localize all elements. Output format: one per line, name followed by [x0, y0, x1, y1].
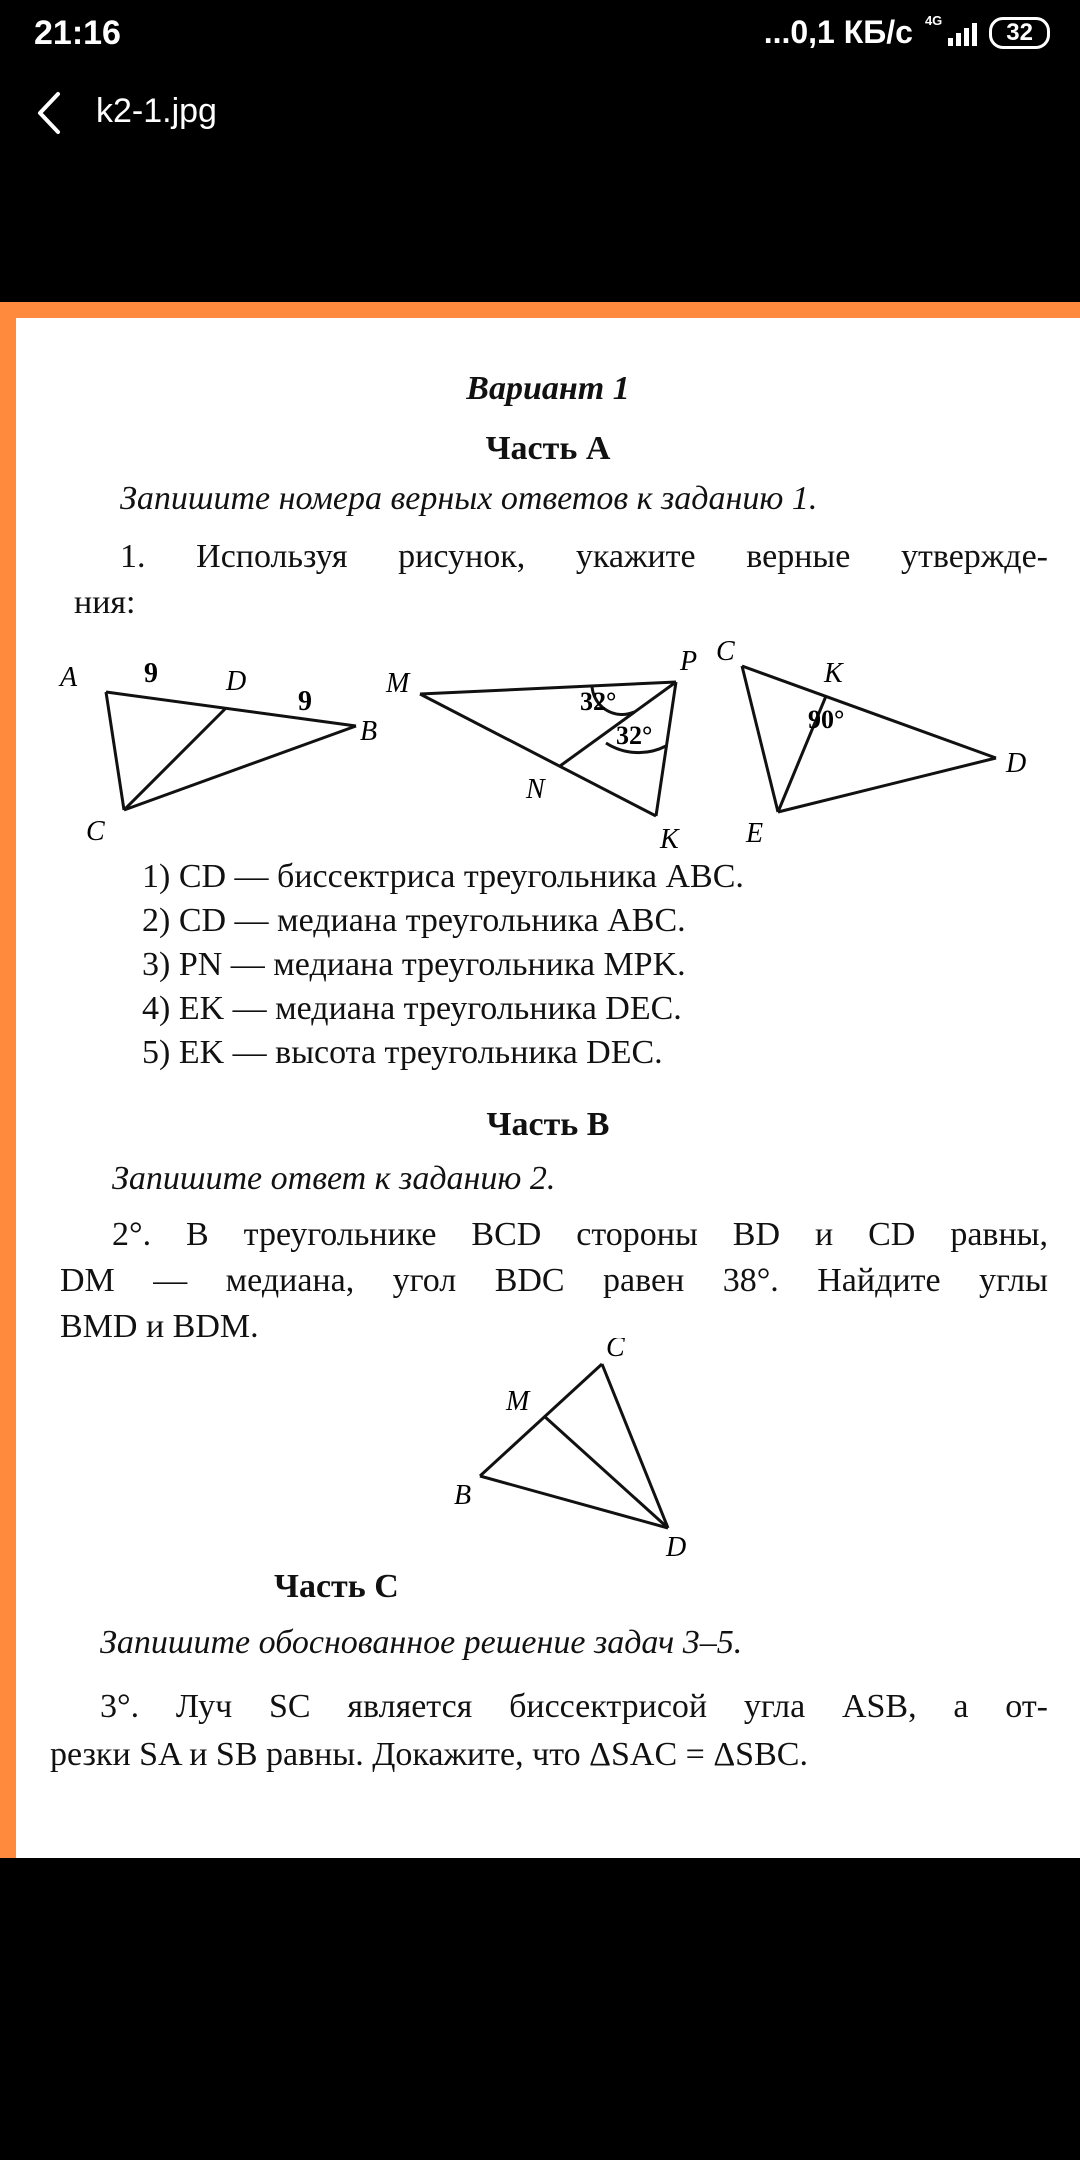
label-b3: B: [454, 1480, 472, 1511]
task1-line2: ния:: [74, 584, 136, 621]
label-c: C: [86, 816, 105, 847]
bottom-area: [0, 1858, 1080, 2160]
part-b-title: Часть В: [486, 1106, 610, 1143]
app-bar: [0, 70, 1080, 160]
label-angle2: 32°: [616, 721, 653, 750]
label-m3: M: [506, 1386, 530, 1417]
task3-line1: 3°. Луч SC является биссектрисой угла ASB, а от-: [100, 1688, 1048, 1725]
battery-level: 32: [1006, 18, 1033, 46]
file-title: k2-1.jpg: [96, 92, 217, 130]
back-button[interactable]: [28, 88, 78, 138]
label-e: E: [746, 818, 764, 849]
label-d3: D: [666, 1532, 687, 1558]
document-page: [16, 318, 1080, 1858]
part-c-instruction: Запишите обоснованное решение задач 3–5.: [100, 1624, 743, 1661]
label-k2: K: [824, 658, 843, 689]
status-right: [764, 14, 1050, 51]
option-1: 1) CD — биссектриса треугольника ABC.: [142, 858, 744, 895]
variant-title: Вариант 1: [466, 370, 630, 407]
label-k: K: [660, 824, 679, 855]
part-b-instruction: Запишите ответ к заданию 2.: [112, 1160, 556, 1197]
label-b: B: [360, 716, 378, 747]
option-2: 2) CD — медиана треугольника ABC.: [142, 902, 686, 939]
label-d: D: [226, 666, 247, 697]
label-len-db: 9: [298, 686, 312, 717]
task2-line2: DM — медиана, угол BDC равен 38°. Найдите углы: [60, 1262, 1048, 1299]
label-p: P: [680, 646, 698, 677]
task2-figure: [416, 1338, 736, 1558]
status-time: 21:16: [34, 14, 121, 52]
part-a-title: Часть А: [485, 430, 611, 467]
label-c2: C: [716, 636, 735, 667]
network-type: 4G: [924, 13, 943, 28]
option-5: 5) EK — высота треугольника DEC.: [142, 1034, 663, 1071]
image-viewer[interactable]: [0, 302, 1080, 1858]
label-c3: C: [606, 1338, 625, 1363]
option-4: 4) EK — медиана треугольника DEC.: [142, 990, 682, 1027]
network-speed: ...0,1 КБ/с: [763, 14, 913, 50]
signal-icon: [948, 20, 977, 46]
label-len-ad: 9: [144, 658, 158, 689]
part-c-title: Часть С: [274, 1568, 399, 1605]
triangle-cde: [742, 666, 996, 812]
label-m: M: [386, 668, 410, 699]
triangle-abc: [106, 692, 356, 810]
label-n: N: [526, 774, 545, 805]
status-bar: [0, 0, 1080, 70]
battery-icon: [989, 17, 1050, 49]
part-a-instruction: Запишите номера верных ответов к заданию 1.: [120, 480, 818, 517]
task1-figures: [16, 636, 1080, 866]
label-angle1: 32°: [580, 687, 617, 716]
task3-line2: резки SA и SB равны. Докажите, что ΔSAC = ΔSBC.: [50, 1736, 808, 1773]
task1-line1: 1. Используя рисунок, укажите верные утвержде-: [120, 538, 1048, 575]
chevron-left-icon: [28, 88, 78, 138]
task2-line3: BMD и BDM.: [60, 1308, 259, 1345]
option-3: 3) PN — медиана треугольника MPK.: [142, 946, 686, 983]
label-angle90: 90°: [808, 705, 845, 734]
label-a: A: [60, 662, 78, 693]
label-d2: D: [1006, 748, 1027, 779]
task2-line1: 2°. В треугольнике BCD стороны BD и CD равны,: [112, 1216, 1048, 1253]
